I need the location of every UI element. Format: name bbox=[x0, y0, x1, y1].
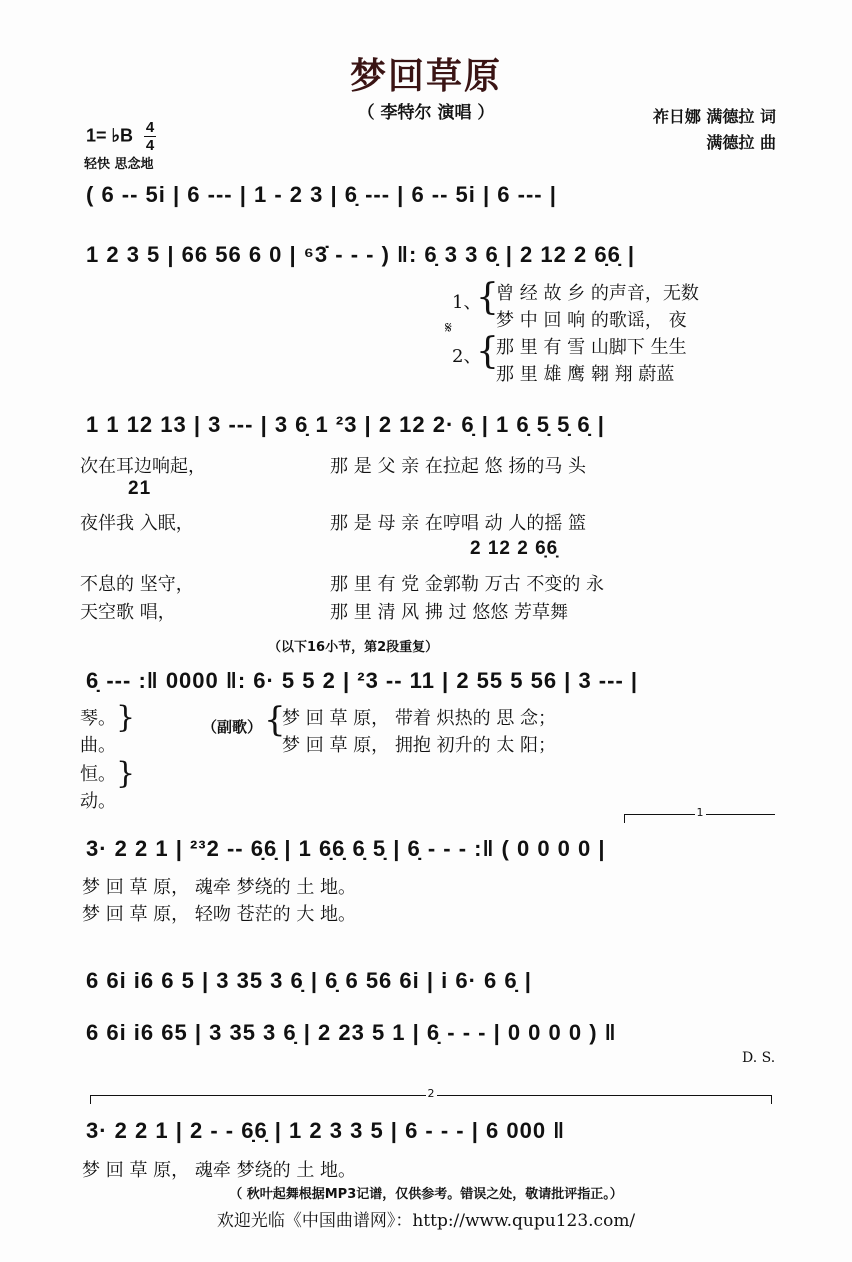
singer-credit: （ 李特尔 演唱 ） bbox=[357, 103, 495, 123]
score-line-2: 1 2 3 5 | 66 56 6 0 | ⁶3̇ - - - ) ‖: 6̣ 3 3 6̣ | 2 12 2 6̣6̣ | bbox=[86, 242, 636, 267]
volta-2-bracket: 2 bbox=[90, 1095, 772, 1104]
variant-notes: 21 bbox=[128, 478, 152, 499]
ending-brace: } bbox=[116, 756, 136, 791]
lyric-row: 夜伴我 入眠， bbox=[80, 513, 194, 534]
score-line-1: ( 6 -- 5i | 6 --- | 1 - 2 3 | 6̣ --- | 6 -- 5i | 6 --- | bbox=[86, 182, 557, 207]
lyric-row: 梦 回 草 原， 魂牵 梦绕的 土 地。 bbox=[82, 1160, 357, 1181]
score-line-6: 6 6i i6 6 5 | 3 35 3 6̣ | 6̣ 6 56 6i | i 6· 6 6̣ | bbox=[86, 968, 532, 993]
ending-brace: } bbox=[116, 700, 136, 735]
lyric-row: 那 是 母 亲 在哼唱 动 人的摇 篮 bbox=[330, 513, 587, 534]
ending-lyric: 恒。 bbox=[80, 764, 116, 785]
lyricist-credit: 祚日娜 满德拉 词 bbox=[652, 107, 776, 126]
lyric-row: 梦 回 草 原， 魂牵 梦绕的 土 地。 bbox=[82, 877, 357, 898]
site-link[interactable]: 欢迎光临《中国曲谱网》：http://www.qupu123.com/ bbox=[216, 1211, 636, 1231]
verse-2-brace: { bbox=[476, 331, 499, 372]
segno-icon: 𝄋 bbox=[445, 318, 452, 337]
chorus-brace: { bbox=[264, 700, 286, 740]
lyric-row: 那 里 有 党 金郭勒 万古 不变的 永 bbox=[330, 574, 605, 595]
verse-1-label: 1、 bbox=[452, 292, 482, 313]
lyric-row: 曾 经 故 乡 的声音，无数 bbox=[496, 283, 699, 304]
chorus-label: （副歌） bbox=[202, 719, 263, 736]
song-title: 梦回草原 bbox=[349, 56, 502, 97]
variant-notes: 2 12 2 6̣6̣ bbox=[470, 538, 559, 559]
lyric-row: 梦 中 回 响 的歌谣， 夜 bbox=[496, 310, 687, 331]
verse-2-label: 2、 bbox=[452, 346, 482, 367]
lyric-row: 不息的 坚守， bbox=[80, 574, 194, 595]
key-signature bbox=[86, 120, 156, 153]
lyric-row: 梦 回 草 原， 轻吻 苍茫的 大 地。 bbox=[82, 904, 357, 925]
repeat-note: （以下16小节，第2段重复） bbox=[268, 640, 439, 655]
lyric-row: 那 是 父 亲 在拉起 悠 扬的马 头 bbox=[330, 456, 587, 477]
composer-credit: 满德拉 曲 bbox=[706, 133, 776, 152]
ending-lyric: 动。 bbox=[80, 791, 116, 812]
score-line-8: 3· 2 2 1 | 2 - - 6̣6̣ | 1 2 3 3 5 | 6 - - - | 6 000 ‖ bbox=[86, 1118, 566, 1143]
ending-lyric: 琴。 bbox=[80, 708, 116, 729]
dal-segno-marking: D. S. bbox=[742, 1050, 776, 1066]
lyric-row: 梦 回 草 原， 带着 炽热的 思 念； bbox=[282, 708, 557, 729]
lyric-row: 次在耳边响起， bbox=[80, 456, 206, 477]
lyric-row: 那 里 有 雪 山脚下 生生 bbox=[496, 337, 687, 358]
lyric-row: 梦 回 草 原， 拥抱 初升的 太 阳； bbox=[282, 735, 557, 756]
lyric-row: 那 里 雄 鹰 翱 翔 蔚蓝 bbox=[496, 364, 675, 385]
volta-1-bracket: 1 bbox=[624, 814, 775, 823]
key-label: 1= ♭B bbox=[86, 125, 134, 146]
transcriber-note: （ 秋叶起舞根据MP3记谱，仅供参考。错误之处，敬请批评指正。） bbox=[229, 1187, 623, 1202]
score-line-5: 3· 2 2 1 | ²³2 -- 6̣6̣ | 1 6̣6̣ 6̣ 5̣ | 6̣ - - - :‖ ( 0 0 0 0 | bbox=[86, 836, 606, 861]
time-signature: $\frac{4}{4}$ bbox=[145, 119, 155, 154]
lyric-row: 天空歌 唱， bbox=[80, 602, 176, 623]
score-line-3: 1 1 12 13 | 3 --- | 3 6̣ 1 ²3 | 2 12 2· 6̣ | 1 6̣ 5̣ 5̣ 6̣ | bbox=[86, 412, 605, 437]
tempo-marking: 轻快 思念地 bbox=[84, 157, 154, 172]
lyric-row: 那 里 清 风 拂 过 悠悠 芳草舞 bbox=[330, 602, 569, 623]
verse-1-brace: { bbox=[476, 277, 499, 318]
score-line-7: 6 6i i6 65 | 3 35 3 6̣ | 2 23 5 1 | 6̣ - - - | 0 0 0 0 ) ‖ bbox=[86, 1020, 617, 1045]
score-line-4: 6̣ --- :‖ 0000 ‖: 6· 5 5 2 | ²3 -- 11 | 2 55 5 56 | 3 --- | bbox=[86, 668, 639, 693]
ending-lyric: 曲。 bbox=[80, 735, 116, 756]
